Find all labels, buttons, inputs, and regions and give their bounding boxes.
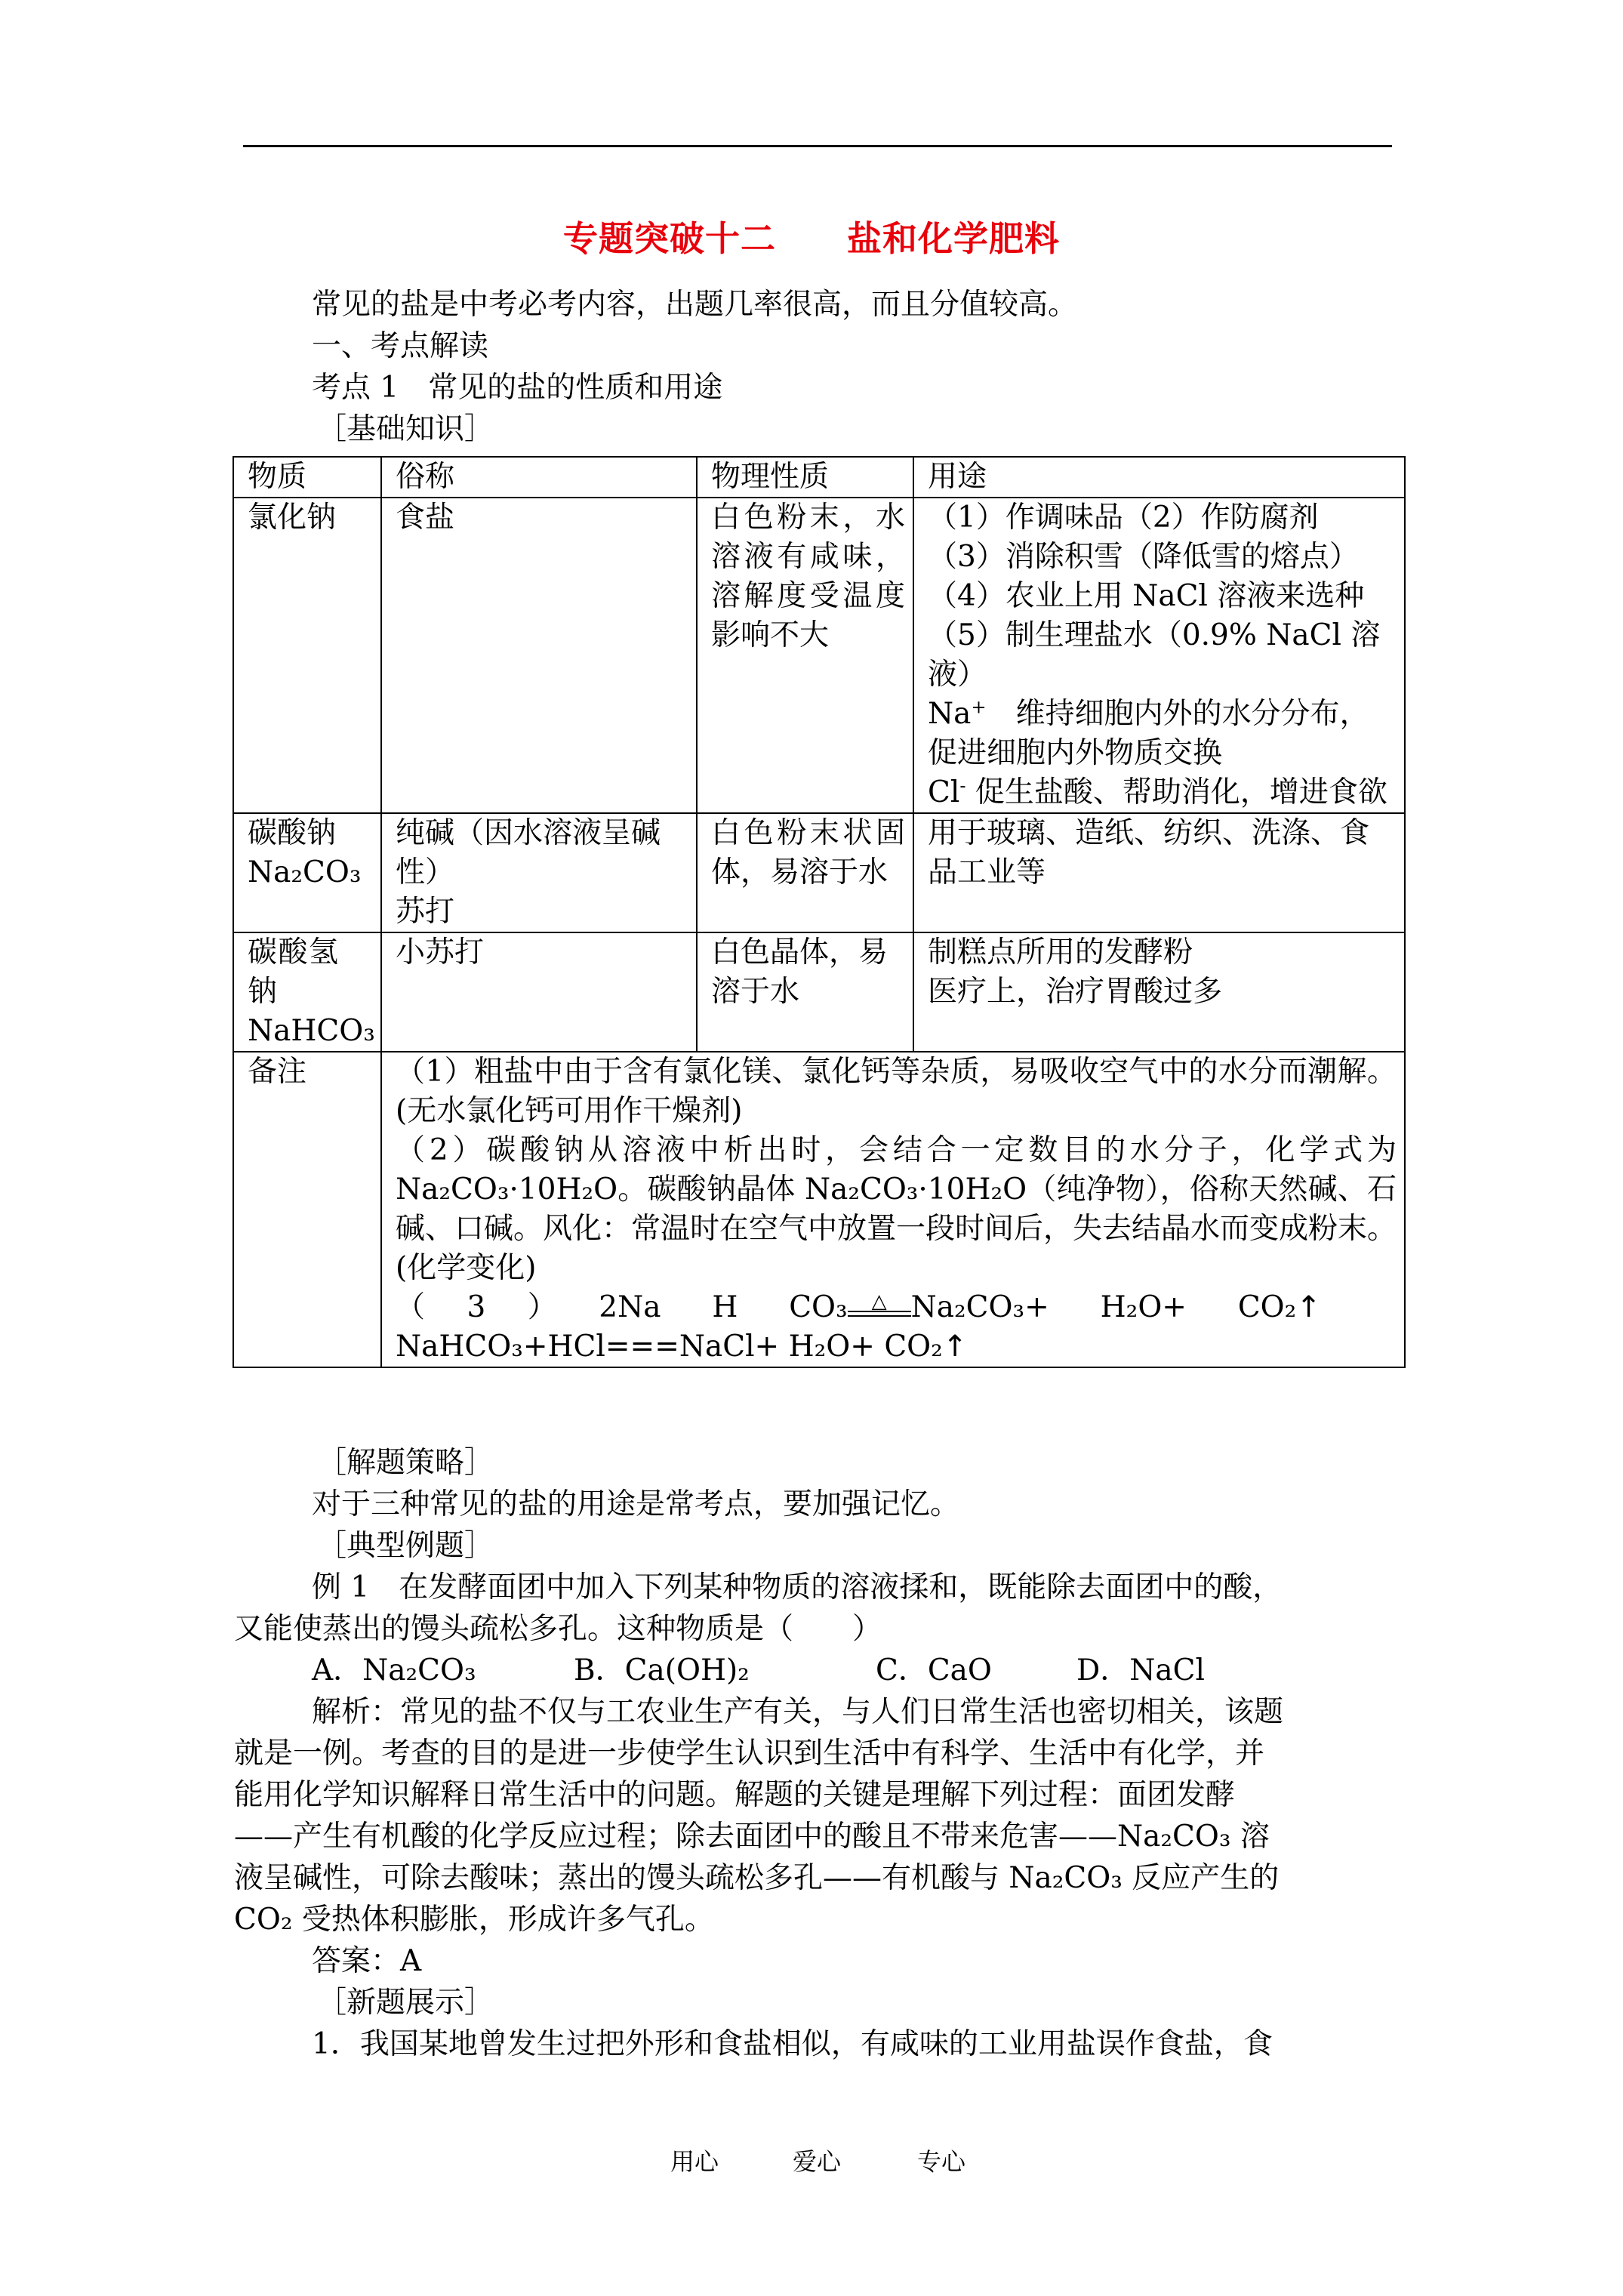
salts-table [233, 456, 1406, 1368]
gas-arrow-icon: ↑ [942, 1330, 968, 1364]
point-heading: 考点 1 常见的盐的性质和用途 [312, 371, 723, 405]
gas-arrow-icon: ↑ [1296, 1290, 1321, 1324]
header-cell: 物理性质 [697, 457, 913, 498]
header-cell: 用途 [913, 457, 1405, 498]
table-row-nahco3 [233, 932, 1405, 1052]
table-header-row [233, 457, 1405, 498]
note-item: （1）粗盐中由于含有氯化镁、氯化钙等杂质，易吸收空气中的水分而潮解。(无水氯化钙可用作干燥剂) [396, 1055, 1397, 1128]
substance-cell [233, 813, 381, 932]
physical-property-cell: 白色粉末状固体，易溶于水 [697, 813, 913, 932]
footer-text: 爱心 [793, 2147, 842, 2176]
new-question-label: ［新题展示］ [317, 1986, 494, 2020]
table-row-na2co3 [233, 813, 1405, 932]
substance-cell [233, 932, 381, 1052]
option-d: D．NaCl [1076, 1653, 1205, 1687]
chloride-ion: Cl [928, 775, 960, 809]
common-name-cell: 食盐 [381, 498, 697, 813]
note-content-cell [381, 1052, 1405, 1367]
substance-formula: NaHCO₃ [248, 1014, 375, 1048]
physical-property-cell: 白色粉末，水溶液有咸味，溶解度受温度影响不大 [697, 498, 913, 813]
use-line: 医疗上，治疗胃酸过多 [928, 975, 1223, 1009]
sodium-ion-text: 维持细胞内外的水分分布，促进细胞内外物质交换 [928, 697, 1369, 770]
equation-products: Na₂CO₃+ H₂O+ CO₂ [910, 1290, 1297, 1324]
analysis-line: 解析：常见的盐不仅与工农业生产有关，与人们日常生活也密切相关，该题 [312, 1695, 1284, 1729]
option-c: C．CaO [876, 1653, 992, 1687]
substance-name: 碳酸钠 [248, 816, 337, 850]
equation-2: NaHCO₃+HCl===NaCl+ H₂O+ CO₂ [396, 1330, 943, 1364]
physical-property-cell: 白色晶体，易溶于水 [697, 932, 913, 1052]
note-item: （2）碳酸钠从溶液中析出时，会结合一定数目的水分子，化学式为 Na₂CO₃·10H₂O。碳酸钠晶体 Na₂CO₃·10H₂O（纯净物），俗称天然碱、石碱、口碱。风化：常温时在空气中放置一段时间后，失去结晶水而变成粉末。(化学变化) [396, 1133, 1397, 1285]
new-question-1: 1．我国某地曾发生过把外形和食盐相似，有咸味的工业用盐误作食盐，食 [312, 2027, 1273, 2061]
substance-name: 碳酸氢钠 [248, 935, 338, 1009]
use-line-sodium: Na+ 维持细胞内外的水分分布，促进细胞内外物质交换 [928, 696, 1369, 770]
table-row-note [233, 1052, 1405, 1367]
analysis-line: ——产生有机酸的化学反应过程；除去面团中的酸且不带来危害——Na₂CO₃ 溶 [234, 1820, 1270, 1854]
answer-text: 答案：A [312, 1944, 422, 1978]
footer-text: 用心 [670, 2147, 719, 2176]
strategy-label: ［解题策略］ [317, 1446, 494, 1480]
common-name: 苏打 [396, 895, 455, 929]
common-name: 纯碱（因水溶液呈碱性） [396, 816, 661, 889]
analysis-line: 就是一例。考查的目的是进一步使学生认识到生活中有科学、生活中有化学，并 [234, 1737, 1265, 1771]
intro-text: 常见的盐是中考必考内容，出题几率很高，而且分值较高。 [312, 288, 1078, 322]
option-b: B．Ca(OH)₂ [574, 1653, 750, 1687]
analysis-line: 液呈碱性，可除去酸味；蒸出的馒头疏松多孔——有机酸与 Na₂CO₃ 反应产生的 [234, 1861, 1280, 1895]
header-cell: 俗称 [381, 457, 697, 498]
substance-cell: 氯化钠 [233, 498, 381, 813]
use-line: （5）制生理盐水（0.9% NaCl 溶液） [928, 618, 1381, 692]
note-label-cell: 备注 [233, 1052, 381, 1367]
example-label: ［典型例题］ [317, 1529, 494, 1563]
header-cell: 物质 [233, 457, 381, 498]
use-line: （3）消除积雪（降低雪的熔点） [928, 540, 1359, 574]
basic-knowledge-label: ［基础知识］ [317, 412, 494, 446]
example-question-line1: 例 1 在发酵面团中加入下列某种物质的溶液揉和，既能除去面团中的酸， [312, 1570, 1283, 1604]
heat-symbol: △ [871, 1290, 887, 1313]
footer-text: 专心 [917, 2147, 966, 2176]
use-line: 制糕点所用的发酵粉 [928, 935, 1193, 969]
note-item-equations [396, 1288, 1397, 1367]
heat-condition-icon [848, 1290, 911, 1317]
use-line: （1）作调味品（2）作防腐剂 [928, 501, 1319, 535]
uses-cell [913, 498, 1405, 813]
section-heading: 一、考点解读 [312, 329, 489, 363]
chloride-ion-text: 促生盐酸、帮助消化，增进食欲 [965, 775, 1387, 809]
table-row-nacl [233, 498, 1405, 813]
strategy-text: 对于三种常见的盐的用途是常考点，要加强记忆。 [312, 1487, 960, 1521]
use-line: （4）农业上用 NaCl 溶液来选种 [928, 579, 1365, 613]
header-rule [243, 145, 1392, 147]
analysis-line: CO₂ 受热体积膨胀，形成许多气孔。 [234, 1903, 714, 1937]
common-name-cell: 小苏打 [381, 932, 697, 1052]
analysis-line: 能用化学知识解释日常生活中的问题。解题的关键是理解下列过程：面团发酵 [234, 1778, 1236, 1812]
sodium-ion: Na [928, 697, 972, 731]
substance-formula: Na₂CO₃ [248, 855, 362, 889]
common-name-cell [381, 813, 697, 932]
uses-cell [913, 932, 1405, 1052]
uses-cell: 用于玻璃、造纸、纺织、洗涤、食品工业等 [913, 813, 1405, 932]
option-a: A．Na₂CO₃ [312, 1653, 476, 1687]
equation-reactant: （3）2Na H CO₃ [396, 1290, 848, 1324]
example-question-line2: 又能使蒸出的馒头疏松多孔。这种物质是（ ） [234, 1612, 882, 1646]
use-line-chloride: Cl- 促生盐酸、帮助消化，增进食欲 [928, 775, 1387, 809]
page-title: 专题突破十二 盐和化学肥料 [563, 218, 1060, 259]
